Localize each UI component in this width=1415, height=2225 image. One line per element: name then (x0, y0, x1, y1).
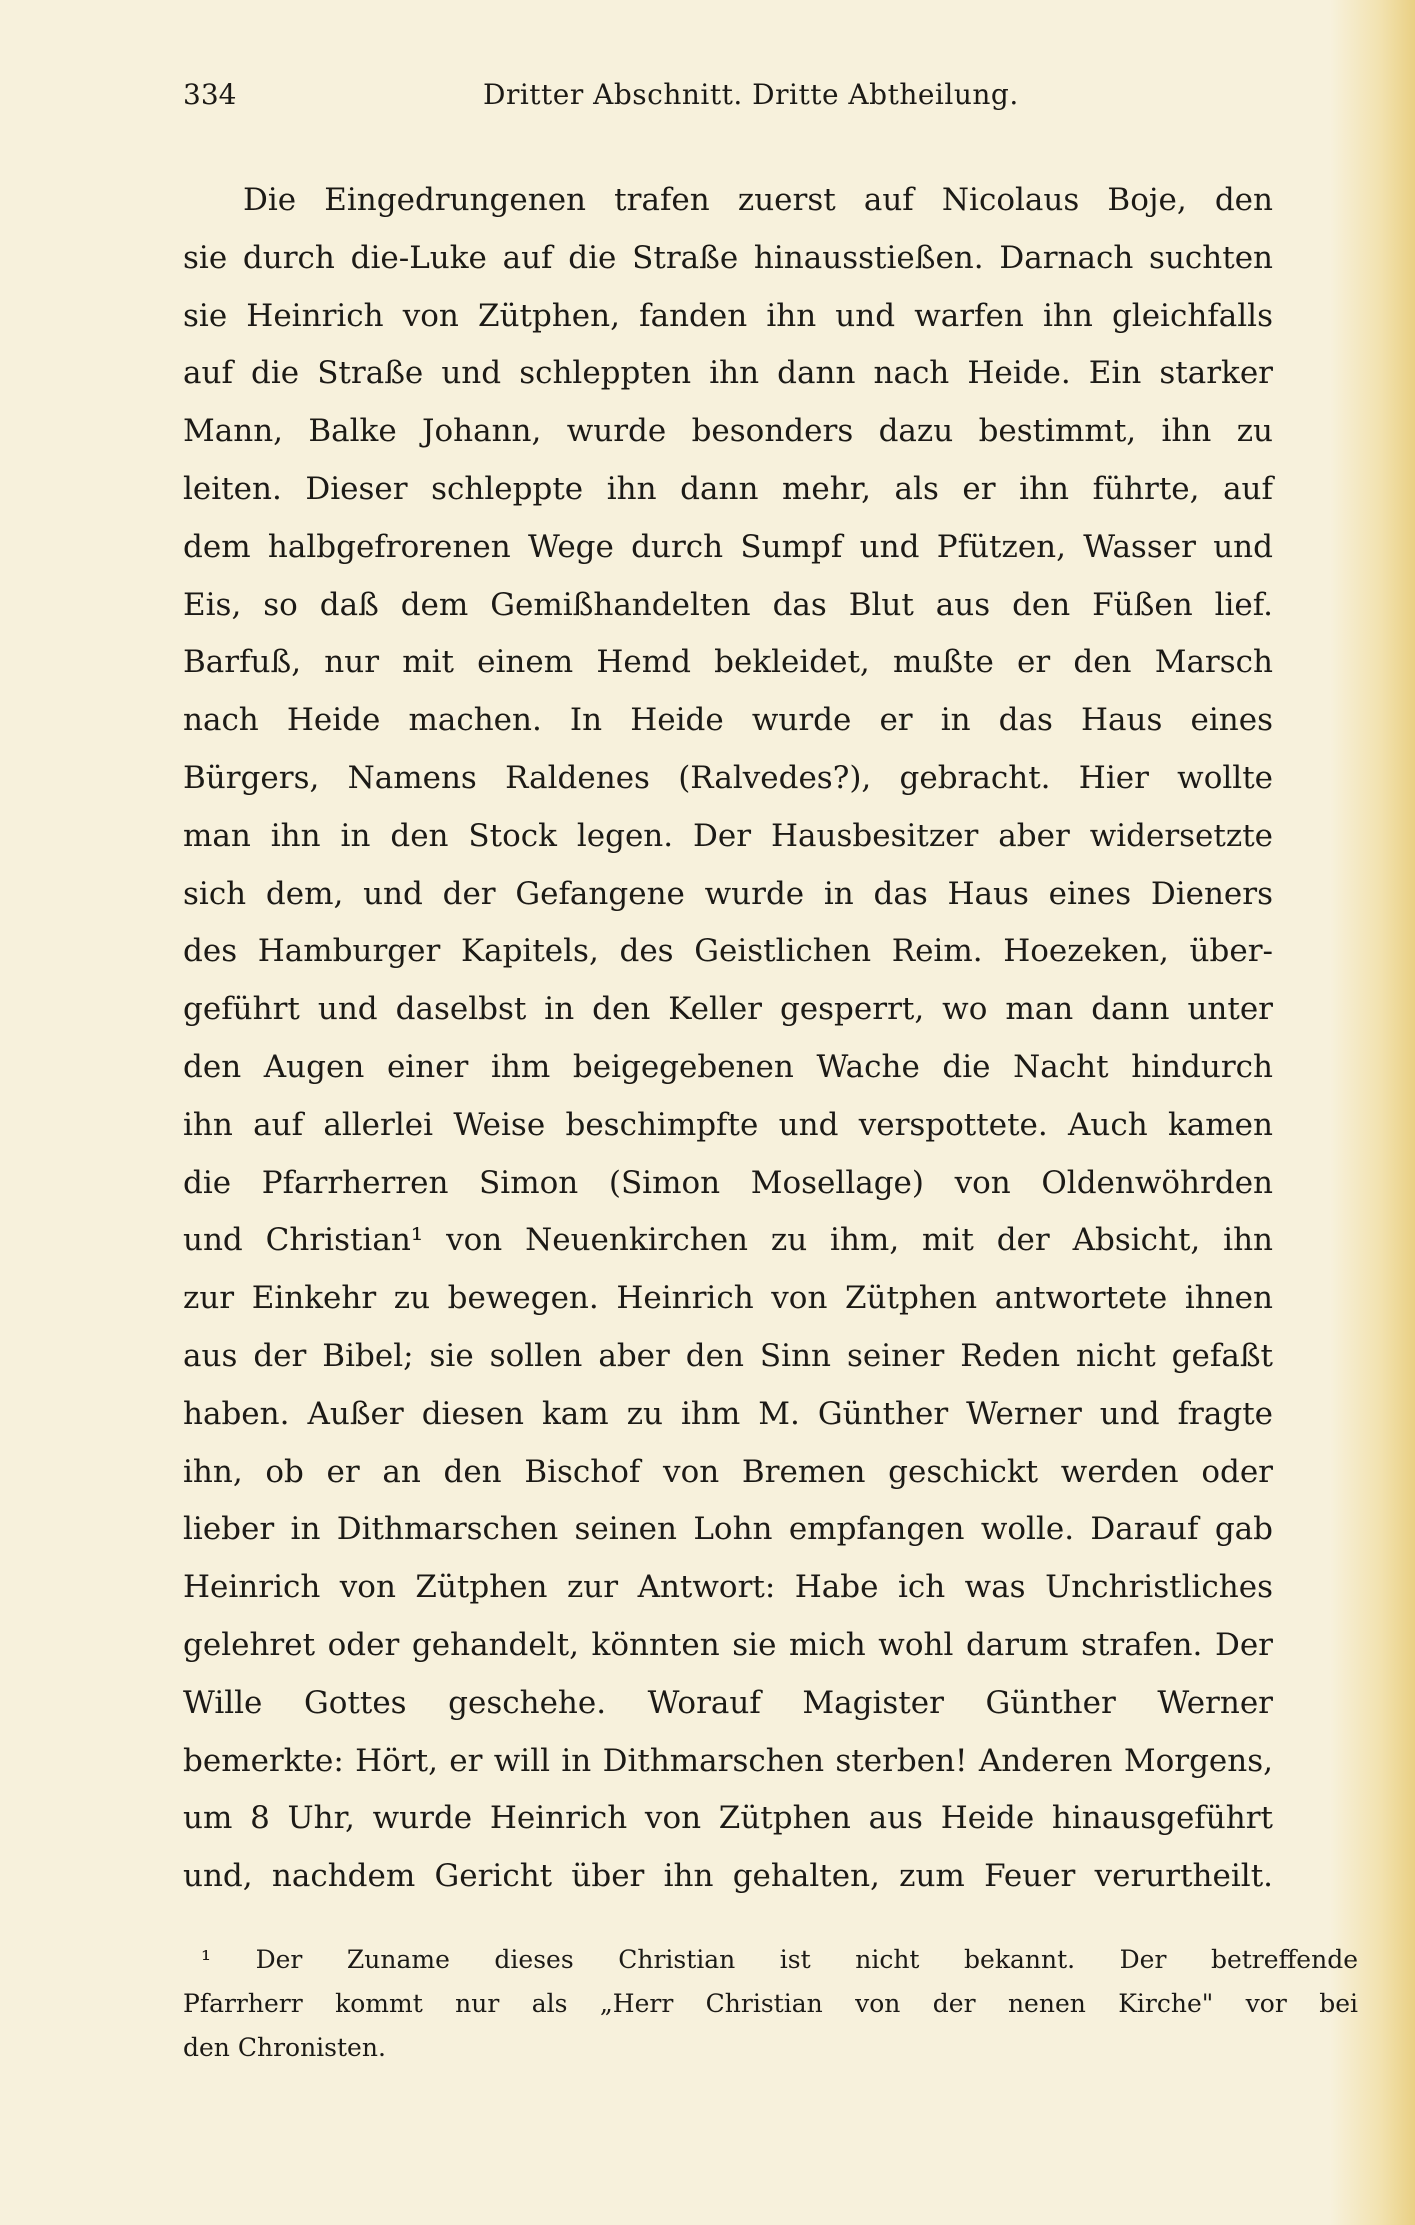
text-line: und, nachdem Gericht über ihn gehalten, zum Feuer verurtheilt. (183, 1858, 1273, 1895)
text-line: des Hamburger Kapitels, des Geistlichen Reim. Hoezeken, über- (183, 933, 1273, 970)
text-line: den Augen einer ihm beigegebenen Wache die Nacht hindurch (183, 1048, 1273, 1085)
text-line: dem halbgefrorenen Wege durch Sumpf und Pfützen, Wasser und (183, 528, 1273, 565)
text-line: Bürgers, Namens Raldenes (Ralvedes?), gebracht. Hier wollte (183, 759, 1273, 796)
text-line: Eis, so daß dem Gemißhandelten das Blut aus den Füßen lief. (183, 586, 1273, 623)
text-line: ihn auf allerlei Weise beschimpfte und verspottete. Auch kamen (183, 1106, 1273, 1143)
text-line: sie Heinrich von Zütphen, fanden ihn und warfen ihn gleichfalls (183, 297, 1273, 334)
page-number: 334 (183, 78, 237, 111)
text-line: lieber in Dithmarschen seinen Lohn empfangen wolle. Darauf gab (183, 1511, 1273, 1548)
text-line: haben. Außer diesen kam zu ihm M. Günther Werner und fragte (183, 1395, 1273, 1432)
footnote-line: den Chronisten. (183, 2033, 386, 2062)
text-line: Barfuß, nur mit einem Hemd bekleidet, mußte er den Marsch (183, 644, 1273, 681)
page-header (183, 78, 1273, 128)
text-line: Mann, Balke Johann, wurde besonders dazu bestimmt, ihn zu (183, 413, 1273, 450)
text-line: ihn, ob er an den Bischof von Bremen geschickt werden oder (183, 1453, 1273, 1490)
text-line: Wille Gottes geschehe. Worauf Magister Günther Werner (183, 1684, 1273, 1721)
running-head: Dritter Abschnitt. Dritte Abtheilung. (483, 78, 1019, 111)
text-line: sie durch die-Luke auf die Straße hinausstießen. Darnach suchten (183, 239, 1273, 276)
text-line: aus der Bibel; sie sollen aber den Sinn seiner Reden nicht gefaßt (183, 1337, 1273, 1374)
text-line: die Pfarrherren Simon (Simon Mosellage) von Oldenwöhrden (183, 1164, 1273, 1201)
text-line: gelehret oder gehandelt, könnten sie mich wohl darum strafen. Der (183, 1626, 1273, 1663)
footnote-line: Pfarrherr kommt nur als „Herr Christian von der nenen Kirche" vor bei (183, 1989, 1358, 2018)
text-line: geführt und daselbst in den Keller gesperrt, wo man dann unter (183, 991, 1273, 1028)
text-line: nach Heide machen. In Heide wurde er in das Haus eines (183, 702, 1273, 739)
text-line: auf die Straße und schleppten ihn dann nach Heide. Ein starker (183, 355, 1273, 392)
text-line: Heinrich von Zütphen zur Antwort: Habe ich was Unchristliches (183, 1569, 1273, 1606)
text-line: zur Einkehr zu bewegen. Heinrich von Zütphen antwortete ihnen (183, 1280, 1273, 1317)
text-line: bemerkte: Hört, er will in Dithmarschen sterben! Anderen Morgens, (183, 1742, 1273, 1779)
footnote (183, 1938, 1358, 2070)
text-line: und Christian¹ von Neuenkirchen zu ihm, mit der Absicht, ihn (183, 1222, 1273, 1259)
text-line: sich dem, und der Gefangene wurde in das Haus eines Dieners (183, 875, 1273, 912)
body-text (183, 172, 1273, 1906)
text-line: man ihn in den Stock legen. Der Hausbesitzer aber widersetzte (183, 817, 1273, 854)
footnote-line: ¹ Der Zuname dieses Christian ist nicht bekannt. Der betreffende (201, 1945, 1358, 1974)
text-line: leiten. Dieser schleppte ihn dann mehr, als er ihn führte, auf (183, 470, 1273, 507)
text-line: um 8 Uhr, wurde Heinrich von Zütphen aus Heide hinausgeführt (183, 1800, 1273, 1837)
text-line: Die Eingedrungenen trafen zuerst auf Nicolaus Boje, den (243, 182, 1273, 218)
